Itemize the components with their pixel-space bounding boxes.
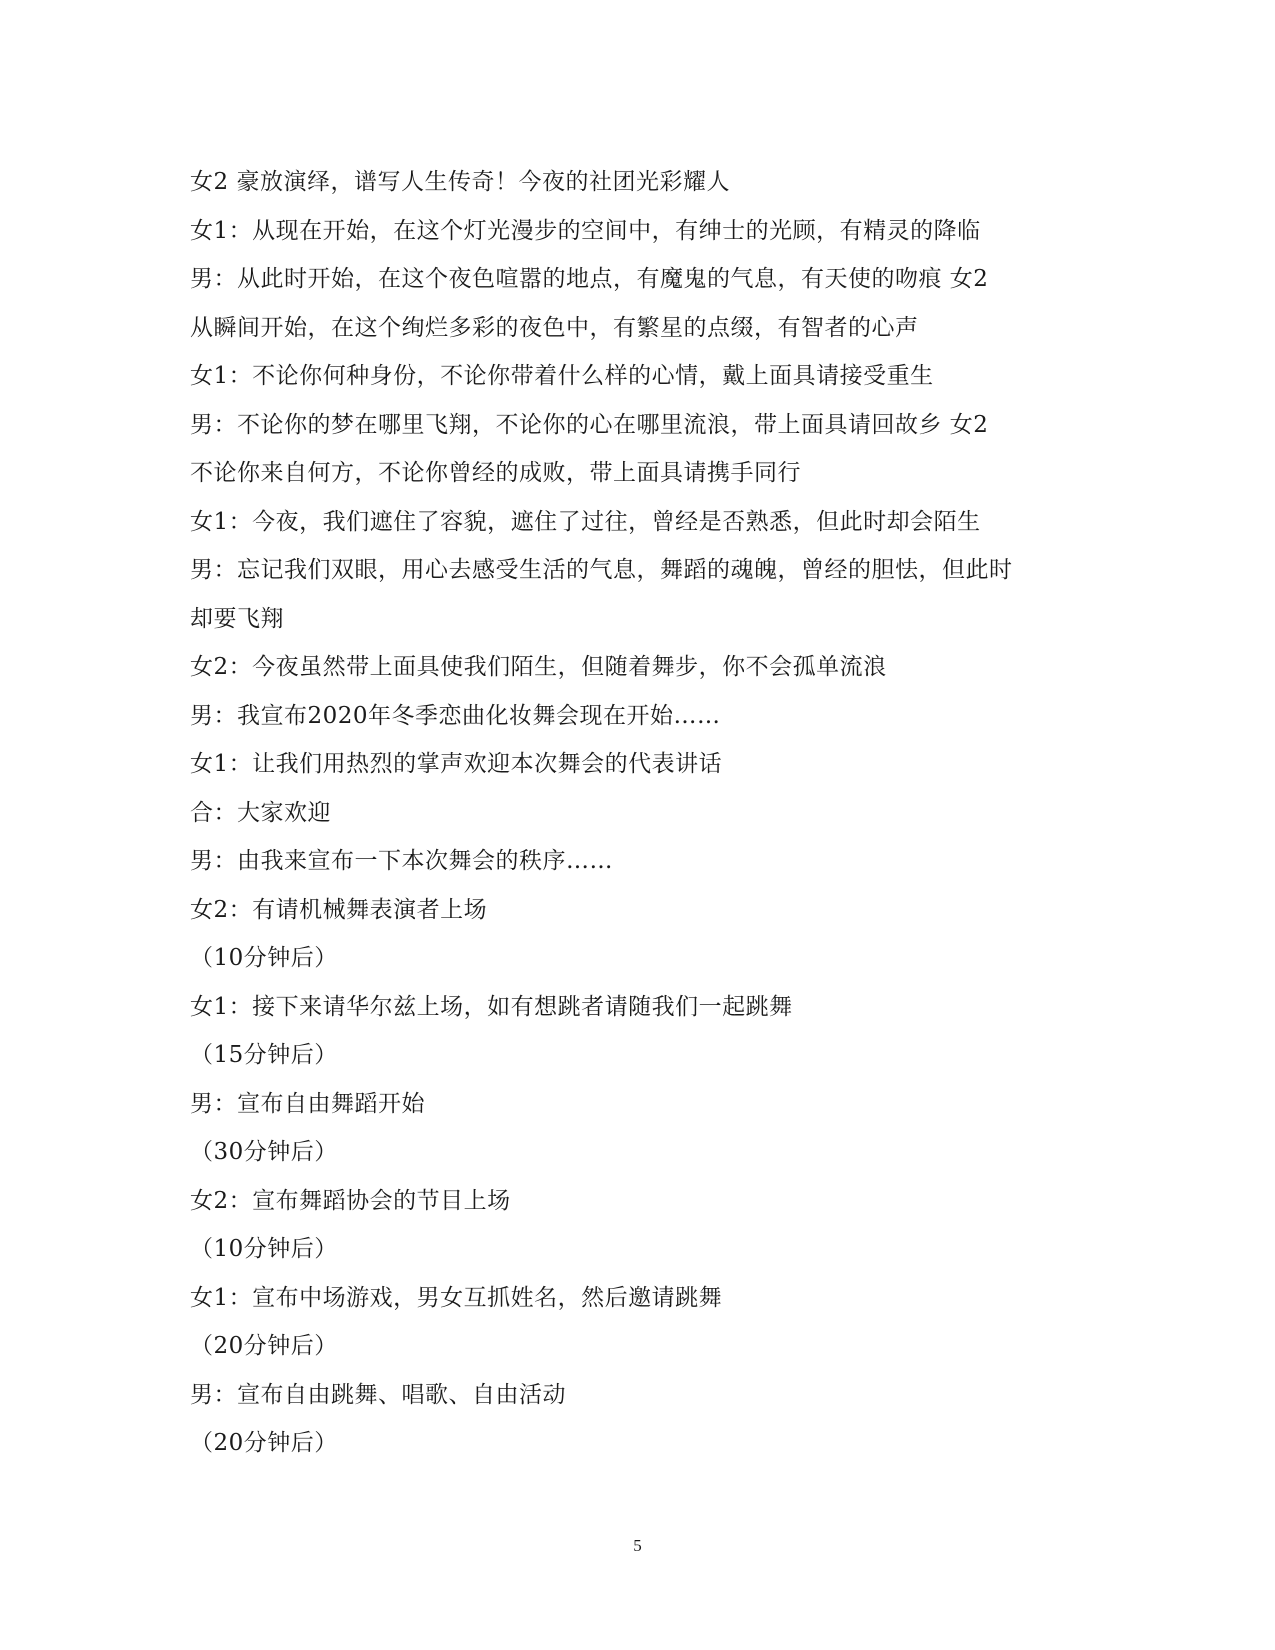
text-line: 女2：宣布舞蹈协会的节目上场 (190, 1187, 511, 1214)
text-line: 合：大家欢迎 (190, 799, 331, 826)
text-line: （10分钟后） (190, 945, 338, 971)
text-line: 不论你来自何方，不论你曾经的成败，带上面具请携手同行 (190, 460, 801, 486)
text-line: （30分钟后） (190, 1139, 338, 1165)
text-line: 女1：从现在开始，在这个灯光漫步的空间中，有绅士的光顾，有精灵的降临 (190, 217, 981, 244)
text-line: （20分钟后） (190, 1333, 338, 1359)
text-line: （20分钟后） (190, 1430, 338, 1456)
text-line: 女1：今夜，我们遮住了容貌，遮住了过往，曾经是否熟悉，但此时却会陌生 (190, 508, 981, 535)
text-line: 女2：今夜虽然带上面具使我们陌生，但随着舞步，你不会孤单流浪 (190, 654, 887, 680)
text-line: 女1：接下来请华尔兹上场，如有想跳者请随我们一起跳舞 (190, 993, 793, 1020)
text-line: 男：宣布自由跳舞、唱歌、自由活动 (190, 1381, 566, 1408)
text-line: 女1：让我们用热烈的掌声欢迎本次舞会的代表讲话 (190, 751, 723, 777)
text-line: 女1：不论你何种身份，不论你带着什么样的心情，戴上面具请接受重生 (190, 363, 934, 389)
text-line: （15分钟后） (190, 1042, 338, 1068)
page-number: 5 (633, 1536, 642, 1555)
text-line: （10分钟后） (190, 1236, 338, 1262)
text-line: 男：不论你的梦在哪里飞翔，不论你的心在哪里流浪，带上面具请回故乡 女2 (190, 411, 989, 438)
text-line: 男：由我来宣布一下本次舞会的秩序…… (190, 848, 613, 874)
text-line: 女1：宣布中场游戏，男女互抓姓名，然后邀请跳舞 (190, 1284, 723, 1311)
text-line: 男：忘记我们双眼，用心去感受生活的气息，舞蹈的魂魄，曾经的胆怯，但此时 (190, 557, 1013, 583)
text-line: 却要飞翔 (190, 605, 284, 632)
script-body (190, 158, 1070, 1468)
text-line: 从瞬间开始，在这个绚烂多彩的夜色中，有繁星的点缀，有智者的心声 (190, 314, 919, 341)
text-line: 男：我宣布2020年冬季恋曲化妆舞会现在开始…… (190, 702, 721, 729)
text-line: 女2 豪放演绎，谱写人生传奇！今夜的社团光彩耀人 (190, 169, 730, 195)
text-line: 男：从此时开始，在这个夜色喧嚣的地点，有魔鬼的气息，有天使的吻痕 女2 (190, 266, 989, 292)
text-line: 女2：有请机械舞表演者上场 (190, 896, 488, 923)
text-line: 男：宣布自由舞蹈开始 (190, 1090, 425, 1117)
